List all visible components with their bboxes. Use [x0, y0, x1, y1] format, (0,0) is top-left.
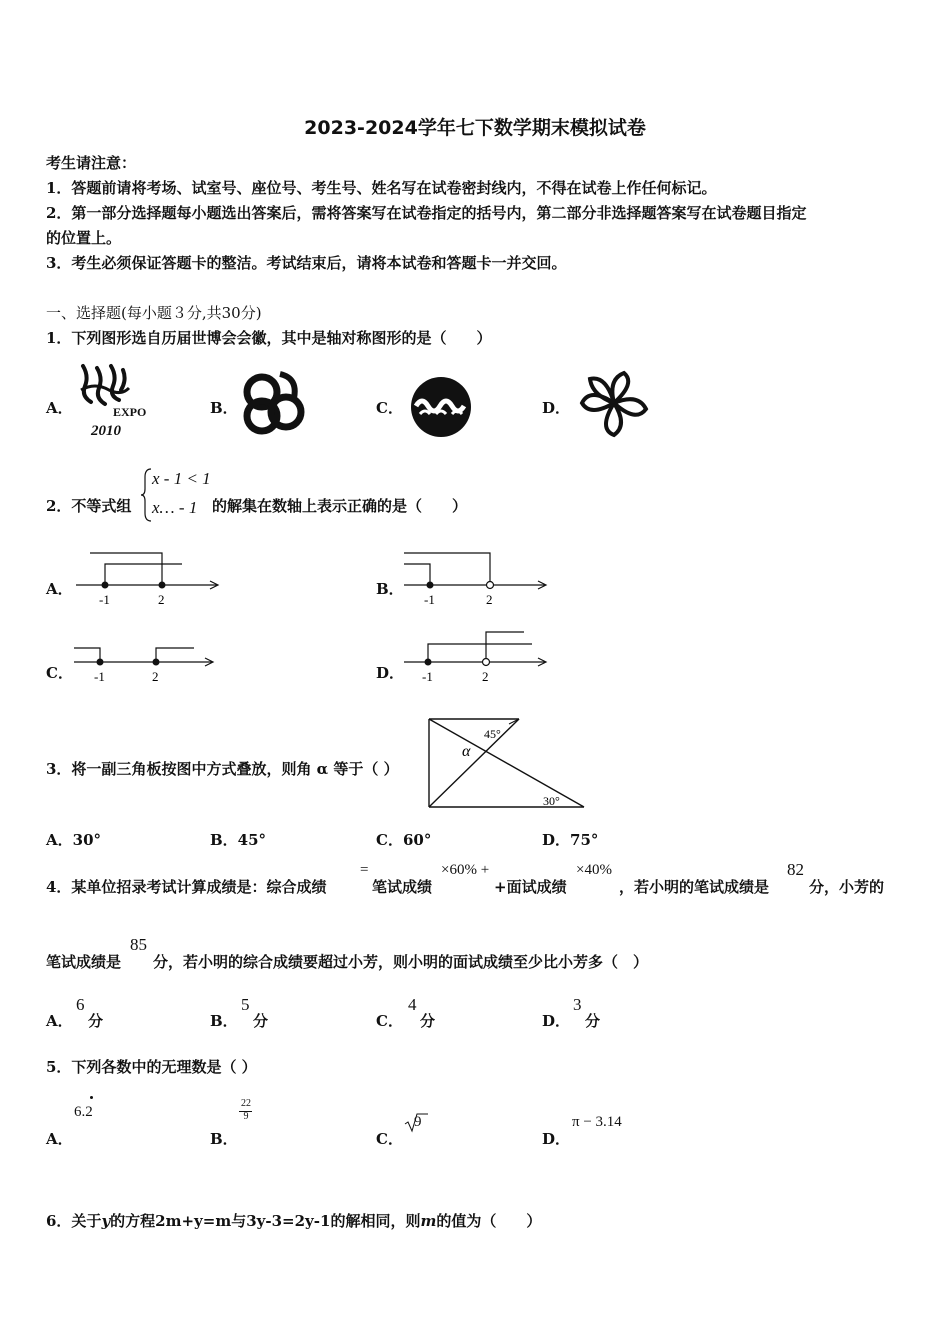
angle-30-label: 30° [543, 794, 560, 808]
q5-option-a-value: 6.2 [74, 1104, 93, 1120]
repeating-dot [90, 1096, 93, 1099]
flower-logo [575, 366, 653, 440]
q4-option-d: D． [542, 1012, 571, 1030]
waves-logo [410, 376, 472, 438]
q4-option-d-value: 3 [573, 995, 582, 1014]
q5-option-b-denominator: 9 [243, 1111, 249, 1122]
q3-option-b: B．45° [210, 831, 267, 849]
notice-line-2a: 2．第一部分选择题每小题选出答案后，需将答案写在试卷指定的括号内，第二部分非选择题答案写在试卷题目指定 [46, 204, 807, 222]
q4-part5: 分，小芳的 [809, 878, 885, 896]
number-line-d [400, 628, 560, 690]
q4-option-d-unit: 分 [585, 1012, 601, 1030]
q5-option-d: D． [542, 1130, 571, 1148]
q4-option-c-value: 4 [408, 995, 417, 1014]
q4-score-85: 85 [130, 935, 147, 954]
q4-part1: 4．某单位招录考试计算成绩是：综合成绩 [46, 878, 327, 896]
q5-option-b: B． [210, 1130, 238, 1148]
q3-option-a: A．30° [46, 831, 102, 849]
q6-part1: 6．关于 [46, 1212, 102, 1230]
system-eq-2: x… - 1 [152, 498, 198, 517]
system-eq-1: x - 1 < 1 [152, 469, 211, 488]
number-line-a [72, 548, 232, 608]
tick-neg1: -1 [94, 669, 105, 684]
q5-option-d-value: π − 3.14 [572, 1114, 622, 1130]
tick-neg1: -1 [422, 669, 433, 684]
q5-option-c-value: 9 [414, 1114, 422, 1130]
tick-neg1: -1 [99, 592, 110, 607]
q4-option-c-unit: 分 [420, 1012, 436, 1030]
q4-equals: = [360, 862, 369, 878]
q4-part3: +面试成绩 [494, 878, 567, 896]
q4-score-82: 82 [787, 860, 804, 879]
section-heading: 一、选择题(每小题３分,共30分) [46, 304, 262, 322]
q6-part4: 的解相同，则 [330, 1212, 421, 1230]
q1-option-d: D． [542, 399, 571, 417]
q6-eq2: 3y-3=2y-1 [246, 1212, 331, 1230]
q2-option-b: B． [376, 580, 404, 598]
q6-eq1: 2m+y=m [155, 1212, 232, 1230]
q2-option-a: A． [46, 580, 73, 598]
q4-part7: 分，若小明的综合成绩要超过小芳，则小明的面试成绩至少比小芳多（ ） [153, 953, 649, 971]
q3-option-c: C．60° [376, 831, 432, 849]
notice-line-1: 1．答题前请将考场、试室号、座位号、考生号、姓名写在试卷密封线内，不得在试卷上作任何标记。 [46, 179, 717, 197]
q4-part2: 笔试成绩 [372, 878, 433, 896]
q4-part6: 笔试成绩是 [46, 953, 122, 971]
q3-stem: 3．将一副三角板按图中方式叠放，则角 α 等于（ ） [46, 760, 399, 778]
q1-stem: 1．下列图形选自历届世博会会徽，其中是轴对称图形的是（ ） [46, 329, 492, 347]
notice-heading: 考生请注意： [46, 154, 137, 172]
q2-pre: 2．不等式组 [46, 497, 132, 515]
notice-line-2b: 的位置上。 [46, 229, 122, 247]
q6-var-m: m [420, 1212, 437, 1230]
q5-option-a: A． [46, 1130, 73, 1148]
q4-mult-40: ×40% [576, 862, 612, 878]
q1-option-a: A． [46, 399, 73, 417]
tick-2: 2 [482, 669, 489, 684]
triangles-figure [424, 716, 594, 812]
q4-option-a-value: 6 [76, 995, 85, 1014]
expo-text: EXPO [113, 405, 147, 419]
q2-option-d: D． [376, 664, 405, 682]
q6-part2: 的方程 [110, 1212, 156, 1230]
q4-mult-60: ×60% + [441, 862, 490, 878]
q5-option-c: C． [376, 1130, 403, 1148]
q4-option-b-value: 5 [241, 995, 250, 1014]
q2-option-c: C． [46, 664, 73, 682]
expo-2010-logo [75, 360, 155, 440]
q3-option-d: D．75° [542, 831, 599, 849]
q6-stem [46, 1210, 541, 1231]
q1-option-c: C． [376, 399, 403, 417]
q4-option-a: A． [46, 1012, 73, 1030]
page-title: 2023-2024学年七下数学期末模拟试卷 [304, 117, 646, 139]
q4-part4: ，若小明的笔试成绩是 [619, 878, 770, 896]
number-line-b [400, 548, 560, 608]
q4-option-a-unit: 分 [88, 1012, 104, 1030]
loops-logo [240, 368, 310, 440]
tick-2: 2 [158, 592, 165, 607]
q5-stem: 5．下列各数中的无理数是（ ） [46, 1058, 257, 1076]
q1-option-b: B． [210, 399, 238, 417]
notice-line-3: 3．考生必须保证答题卡的整洁。考试结束后，请将本试卷和答题卡一并交回。 [46, 254, 567, 272]
q6-var-y: y [101, 1212, 111, 1230]
expo-year: 2010 [91, 423, 121, 439]
q5-option-b-numerator: 22 [241, 1098, 251, 1109]
q6-part3: 与 [231, 1212, 247, 1230]
q4-option-b: B． [210, 1012, 238, 1030]
tick-2: 2 [486, 592, 493, 607]
q6-part5: 的值为（ ） [436, 1212, 542, 1230]
angle-45-label: 45° [484, 727, 501, 741]
alpha-label: α [462, 743, 471, 760]
q4-option-b-unit: 分 [253, 1012, 269, 1030]
number-line-c [72, 640, 232, 690]
q4-option-c: C． [376, 1012, 403, 1030]
tick-neg1: -1 [424, 592, 435, 607]
tick-2: 2 [152, 669, 159, 684]
q2-post: 的解集在数轴上表示正确的是（ ） [212, 497, 468, 515]
